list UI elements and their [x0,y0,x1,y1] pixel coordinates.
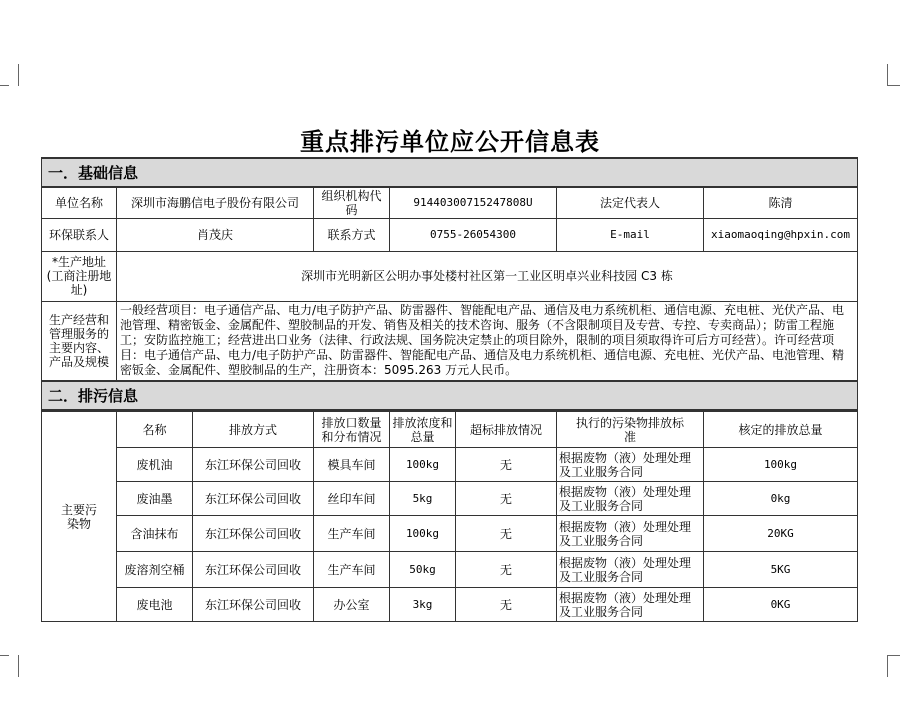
address-value: 深圳市光明新区公明办事处楼村社区第一工业区明卓兴业科技园 C3 栋 [117,251,858,301]
column-header: 名称 [117,412,193,448]
table-row [42,588,858,622]
pollution-table [41,411,858,622]
concentration: 50kg [390,552,456,588]
email-value: xiaomaoqing@hpxin.com [704,218,858,251]
org-code-label: 组织机构代码 [314,187,390,218]
pollutant-name: 废电池 [117,588,193,622]
section-heading-pollution: 二．排污信息 [42,381,858,410]
crop-mark [888,655,900,656]
exceed-status: 无 [456,448,557,482]
basic-info-table [41,157,858,411]
discharge-standard: 根据废物（液）处理处理及工业服务合同 [557,448,704,482]
concentration: 100kg [390,516,456,552]
discharge-method: 东江环保公司回收 [193,588,314,622]
outlet-location: 模具车间 [314,448,390,482]
column-header: 排放口数量和分布情况 [314,412,390,448]
main-pollutants-label: 主要污染物 [42,412,117,622]
outlet-location: 丝印车间 [314,482,390,516]
discharge-standard: 根据废物（液）处理处理及工业服务合同 [557,552,704,588]
exceed-status: 无 [456,482,557,516]
phone-value: 0755-26054300 [390,218,557,251]
discharge-standard: 根据废物（液）处理处理及工业服务合同 [557,588,704,622]
pollutant-name: 废溶剂空桶 [117,552,193,588]
column-header: 执行的污染物排放标准 [557,412,704,448]
crop-mark [8,655,19,677]
unit-name-value: 深圳市海鹏信电子股份有限公司 [117,187,314,218]
crop-mark [0,655,9,656]
concentration: 5kg [390,482,456,516]
pollutant-name: 废机油 [117,448,193,482]
column-header: 核定的排放总量 [704,412,858,448]
crop-mark [8,64,19,86]
crop-mark [0,85,9,86]
info-sheet [41,157,857,622]
table-row [42,516,858,552]
table-row [42,448,858,482]
business-scope-text: 一般经营项目：电子通信产品、电力/电子防护产品、防雷器件、智能配电产品、通信及电力系统机柜、通信电源、充电桩、光伏产品、电池管理、精密钣金、金属配件、塑胶制品的开发、销售及相关的技术咨询、服务（不含限制项目及专营、专控、专卖商品）；防雷工程施工；安防监控施工；经营进出口业务（法律、行政法规、国务院决定禁止的项目除外，限制的项目须取得许可后方可经营）。许可经营项目：电子通信产品、电力/电子防护产品、防雷器件、智能配电产品、通信及电力系统机柜、通信电源、充电桩、光伏产品、电池管理、精密钣金、金属配件、塑胶制品的生产，注册资本：5095.263 万元人民币。 [117,301,858,381]
column-header: 排放浓度和总量 [390,412,456,448]
exceed-status: 无 [456,516,557,552]
approved-total: 0kg [704,482,858,516]
approved-total: 0KG [704,588,858,622]
discharge-method: 东江环保公司回收 [193,482,314,516]
env-contact-value: 肖茂庆 [117,218,314,251]
section-heading-basic: 一．基础信息 [42,158,858,187]
table-row [42,552,858,588]
legal-rep-value: 陈清 [704,187,858,218]
column-header: 排放方式 [193,412,314,448]
concentration: 3kg [390,588,456,622]
address-label: *生产地址(工商注册地址) [42,251,117,301]
crop-mark [887,655,898,677]
unit-name-label: 单位名称 [42,187,117,218]
outlet-location: 办公室 [314,588,390,622]
discharge-standard: 根据废物（液）处理处理及工业服务合同 [557,516,704,552]
document-title: 重点排污单位应公开信息表 [300,128,600,156]
email-label: E-mail [557,218,704,251]
discharge-method: 东江环保公司回收 [193,552,314,588]
crop-mark [887,64,898,86]
org-code-value: 91440300715247808U [390,187,557,218]
table-row [42,482,858,516]
exceed-status: 无 [456,552,557,588]
concentration: 100kg [390,448,456,482]
column-header: 超标排放情况 [456,412,557,448]
discharge-method: 东江环保公司回收 [193,448,314,482]
discharge-method: 东江环保公司回收 [193,516,314,552]
outlet-location: 生产车间 [314,552,390,588]
crop-mark [888,85,900,86]
pollutant-name: 含油抹布 [117,516,193,552]
pollution-header-row [42,412,858,448]
exceed-status: 无 [456,588,557,622]
scope-label: 生产经营和管理服务的主要内容、产品及规模 [42,301,117,381]
contact-method-label: 联系方式 [314,218,390,251]
approved-total: 5KG [704,552,858,588]
env-contact-label: 环保联系人 [42,218,117,251]
approved-total: 100kg [704,448,858,482]
legal-rep-label: 法定代表人 [557,187,704,218]
discharge-standard: 根据废物（液）处理处理及工业服务合同 [557,482,704,516]
approved-total: 20KG [704,516,858,552]
outlet-location: 生产车间 [314,516,390,552]
pollutant-name: 废油墨 [117,482,193,516]
